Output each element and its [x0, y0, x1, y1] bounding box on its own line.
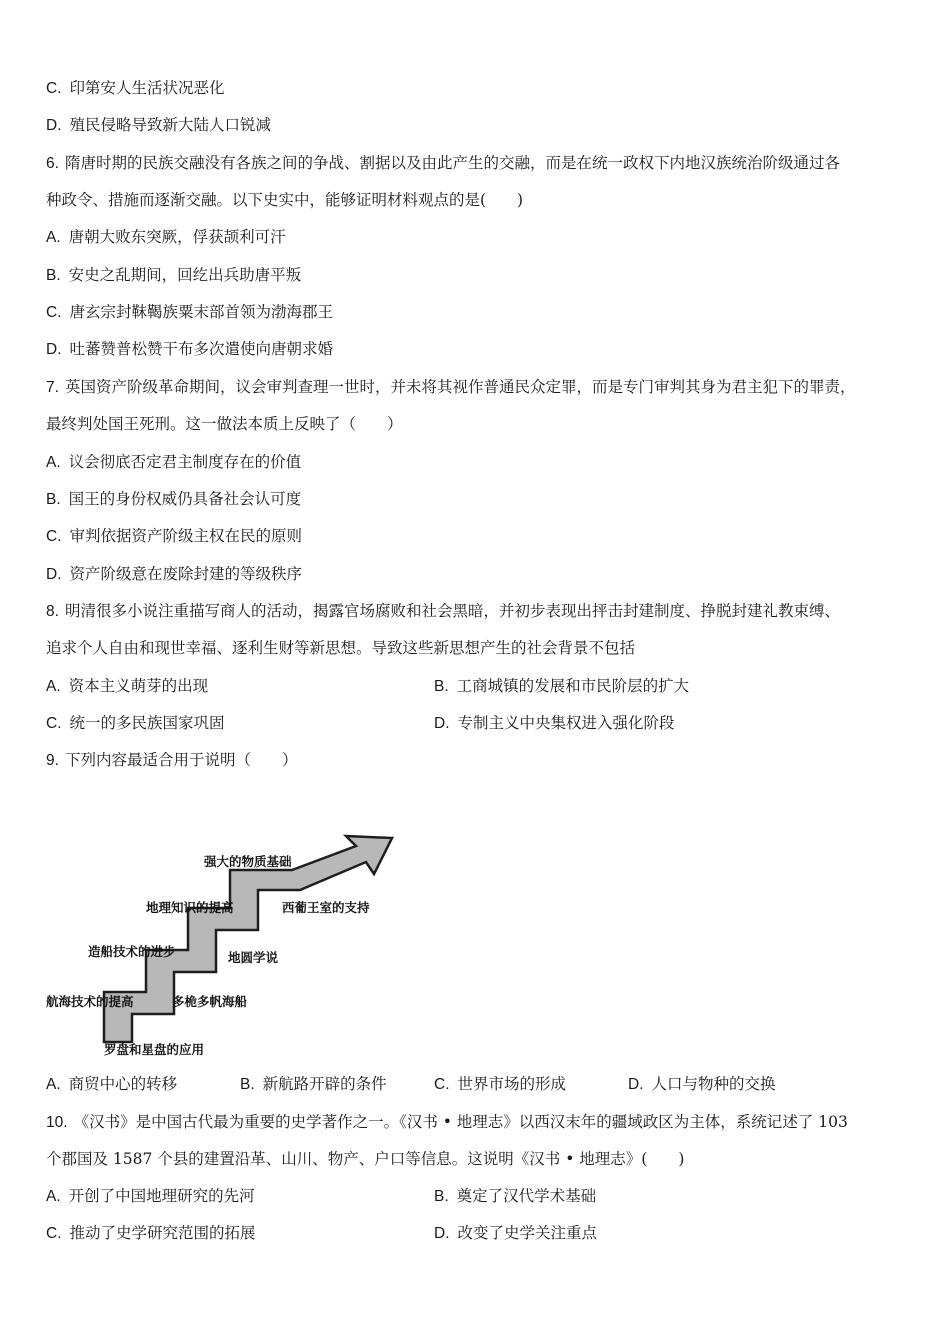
q9-option-b: B. 新航路开辟的条件 [240, 1075, 387, 1093]
q8-option-b: B. 工商城镇的发展和市民阶层的扩大 [434, 677, 690, 695]
label-bottom: 罗盘和星盘的应用 [104, 1042, 205, 1057]
staircase-figure [44, 832, 404, 1062]
q6-option-c: C. 唐玄宗封靺鞨族粟末部首领为渤海郡王 [46, 303, 334, 321]
label-step2-right: 地圆学说 [228, 950, 279, 965]
q9-stem: 9. 下列内容最适合用于说明（ ） [46, 751, 298, 769]
q8-option-a: A. 资本主义萌芽的出现 [46, 677, 209, 695]
label-step3-right: 西葡王室的支持 [282, 900, 370, 915]
q7-option-b: B. 国王的身份权威仍具备社会认可度 [46, 490, 302, 508]
q8-stem-line1: 8. 明清很多小说注重描写商人的活动，揭露官场腐败和社会黑暗，并初步表现出抨击封建制度、挣脱封建礼教束缚、 [46, 602, 840, 620]
q6-option-a: A. 唐朝大败东突厥，俘获颉利可汗 [46, 228, 286, 246]
q9-option-d: D. 人口与物种的交换 [628, 1075, 776, 1093]
q8-option-c: C. 统一的多民族国家巩固 [46, 714, 225, 732]
q6-stem-line1: 6. 隋唐时期的民族交融没有各族之间的争战、割据以及由此产生的交融，而是在统一政权下内地汉族统治阶级通过各 [46, 154, 840, 172]
q10-option-d: D. 改变了史学关注重点 [434, 1224, 598, 1242]
q7-option-a: A. 议会彻底否定君主制度存在的价值 [46, 453, 302, 471]
q6-option-b: B. 安史之乱期间，回纥出兵助唐平叛 [46, 266, 302, 284]
label-step1-left: 航海技术的提高 [46, 994, 134, 1009]
q7-option-c: C. 审判依据资产阶级主权在民的原则 [46, 527, 303, 545]
q8-option-d: D. 专制主义中央集权进入强化阶段 [434, 714, 675, 732]
q6-stem-line2: 种政令、措施而逐渐交融。以下史实中，能够证明材料观点的是( ) [46, 191, 524, 209]
q8-stem-line2: 追求个人自由和现世幸福、逐利生财等新思想。导致这些新思想产生的社会背景不包括 [46, 639, 636, 657]
label-step2-left: 造船技术的进步 [88, 944, 176, 959]
option-c-prev: C. 印第安人生活状况恶化 [46, 79, 225, 97]
q6-option-d: D. 吐蕃赞普松赞干布多次遣使向唐朝求婚 [46, 340, 334, 358]
q10-option-b: B. 奠定了汉代学术基础 [434, 1187, 597, 1205]
q7-stem-line2: 最终判处国王死刑。这一做法本质上反映了（ ） [46, 415, 403, 433]
label-top: 强大的物质基础 [204, 854, 292, 869]
q10-option-a: A. 开创了中国地理研究的先河 [46, 1187, 255, 1205]
q7-stem-line1: 7. 英国资产阶级革命期间，议会审判查理一世时，并未将其视作普通民众定罪，而是专门审判其身为君主犯下的罪责， [46, 378, 856, 396]
q10-stem-line2: 个郡国及 1587 个县的建置沿革、山川、物产、户口等信息。这说明《汉书 • 地理志》( ) [46, 1150, 685, 1168]
q10-option-c: C. 推动了史学研究范围的拓展 [46, 1224, 256, 1242]
q10-stem-line1: 10. 《汉书》是中国古代最为重要的史学著作之一。《汉书 • 地理志》以西汉末年的疆域政区为主体，系统记述了 103 [46, 1113, 848, 1131]
label-step1-right: 多桅多帆海船 [172, 994, 248, 1009]
label-step3-left: 地理知识的提高 [146, 900, 234, 915]
option-d-prev: D. 殖民侵略导致新大陆人口锐减 [46, 116, 272, 134]
q9-option-c: C. 世界市场的形成 [434, 1075, 567, 1093]
q9-option-a: A. 商贸中心的转移 [46, 1075, 178, 1093]
q7-option-d: D. 资产阶级意在废除封建的等级秩序 [46, 565, 303, 583]
